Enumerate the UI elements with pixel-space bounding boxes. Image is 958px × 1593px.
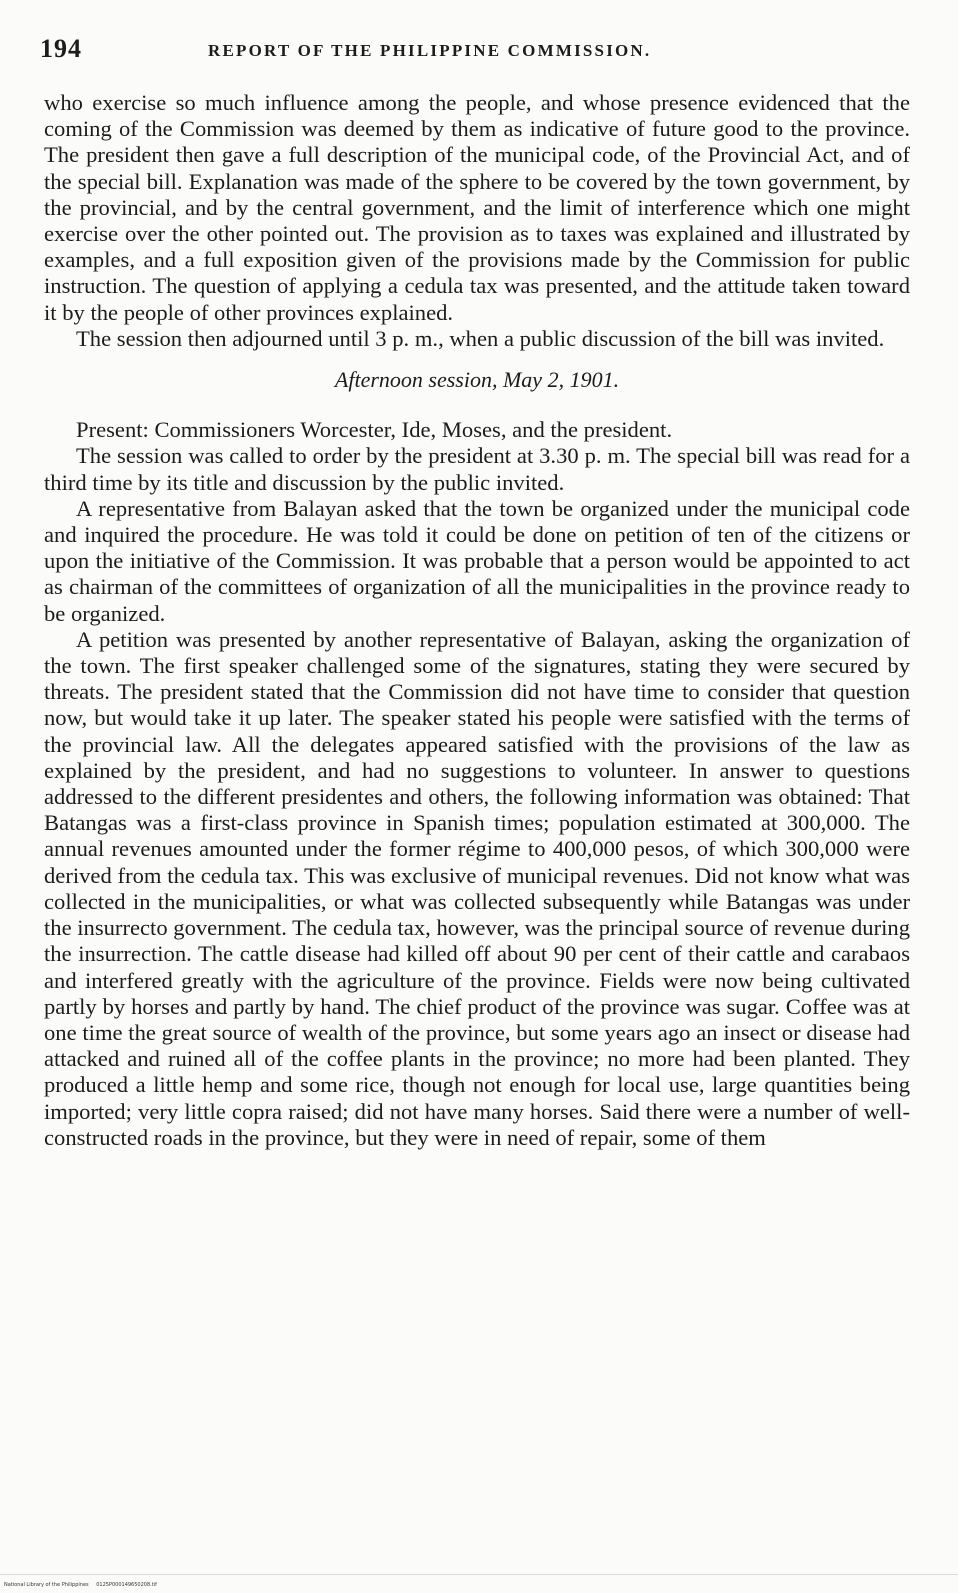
scan-edge-divider: [0, 1574, 958, 1575]
footer-record-id: 0125P000149650208.tif: [96, 1582, 157, 1588]
paragraph-balayan-representative: A representative from Balayan asked that the town be organized under the municipal code and inquired the procedure. He was told it could be done on petition of ten of the citizens or upon the initiative of the Commission. It was probable that a person would be appointed to act as chairman of the committees of organization of all the municipalities in the province ready to be organized.: [44, 495, 910, 626]
paragraph-called-to-order: The session was called to order by the president at 3.30 p. m. The special bill was read for a third time by its title and discussion by the public invited.: [44, 443, 910, 495]
paragraph-continued: who exercise so much influence among the people, and whose presence evidenced that the coming of the Commission was deemed by them as indicative of future good to the province. The president then gave a full description of the municipal code, of the Provincial Act, and of the special bill. Explanation was made of the sphere to be covered by the town government, by the provincial, and by the central government, and the limit of interference which one might exercise over the other pointed out. The provision as to taxes was explained and illustrated by examples, and a full exposition given of the provisions made by the Commission for public instruction. The question of applying a cedula tax was presented, and the attitude taken toward it by the people of other provinces explained.: [44, 90, 910, 325]
running-head: REPORT OF THE PHILIPPINE COMMISSION.: [208, 41, 652, 60]
section-heading: Afternoon session, May 2, 1901.: [334, 367, 620, 393]
scan-footer: [4, 1582, 163, 1588]
footer-library: National Library of the Philippines: [4, 1582, 89, 1588]
paragraph-adjourned: The session then adjourned until 3 p. m., when a public discussion of the bill was invited.: [76, 325, 885, 351]
paragraph-present: Present: Commissioners Worcester, Ide, Moses, and the president.: [76, 417, 673, 443]
page-header: [40, 34, 910, 68]
page-number: 194: [40, 34, 82, 63]
paragraph-petition: A petition was presented by another representative of Balayan, asking the organization of the town. The first speaker challenged some of the signatures, stating they were secured by threats. The president stated that the Commission did not have time to consider that question now, but would take it up later. The speaker stated his people were satisfied with the terms of the provincial law. All the delegates appeared satisfied with the provisions of the law as explained by the president, and had no suggestions to volunteer. In answer to questions addressed to the different presidentes and others, the following information was obtained: That Batangas was a first-class province in Spanish times; population estimated at 300,000. The annual revenues amounted under the former régime to 400,000 pesos, of which 300,000 were derived from the cedula tax. This was exclusive of municipal revenues. Did not know what was collected in the municipalities, or what was collected subsequently while Batangas was under the insurrecto government. The cedula tax, however, was the principal source of revenue during the insurrection. The cattle disease had killed off about 90 per cent of their cattle and carabaos and interfered greatly with the agriculture of the province. Fields were now being cultivated partly by horses and partly by hand. The chief product of the province was sugar. Coffee was at one time the great source of wealth of the province, but some years ago an insect or disease had attacked and ruined all of the coffee plants in the province; no more had been planted. They produced a little hemp and some rice, though not enough for local use, large quantities being imported; very little copra raised; did not have many horses. Said there were a number of well-constructed roads in the province, but they were in need of repair, some of them: [44, 626, 910, 1150]
body-text: [44, 90, 910, 1151]
